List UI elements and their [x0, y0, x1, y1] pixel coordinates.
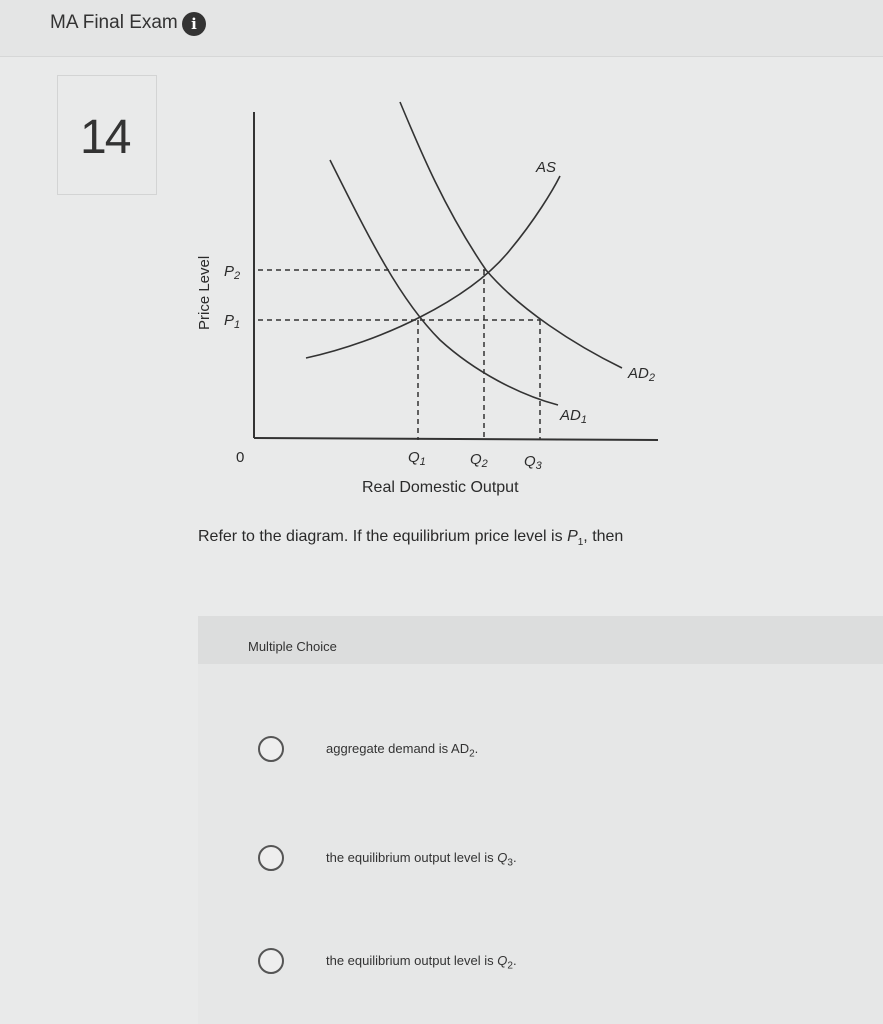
multiple-choice-label: Multiple Choice: [248, 639, 337, 654]
info-icon[interactable]: i: [182, 12, 206, 36]
radio-button[interactable]: [258, 948, 284, 974]
choice-text: the equilibrium output level is $Q_3$.: [326, 850, 517, 869]
radio-button[interactable]: [258, 736, 284, 762]
as-curve: [306, 176, 560, 358]
y-axis-label: Price Level: [196, 255, 213, 330]
ad1-curve: [330, 160, 558, 405]
q2-label: $Q_2$: [470, 451, 488, 470]
q1-label: $Q_1$: [408, 449, 426, 468]
choice-text: aggregate demand is $AD_2$.: [326, 741, 479, 760]
ad2-curve: [400, 102, 622, 368]
radio-button[interactable]: [258, 845, 284, 871]
p1-label: $P_1$: [224, 312, 241, 331]
multiple-choice-panel: [198, 616, 883, 1024]
exam-title: MA Final Exam: [50, 12, 178, 33]
as-label: AS: [536, 159, 557, 176]
question-prompt: Refer to the diagram. If the equilibrium price level is $P_1$, then: [198, 528, 624, 549]
p2-label: $P_2$: [224, 263, 241, 282]
x-axis: [254, 438, 658, 440]
ad1-label: $AD_1$: [560, 407, 587, 426]
question-number: 14: [80, 111, 130, 164]
q3-label: $Q_3$: [524, 453, 542, 472]
choice-text: the equilibrium output level is $Q_2$.: [326, 953, 517, 972]
ad2-label: $AD_2$: [628, 365, 655, 384]
x-axis-label: Real Domestic Output: [362, 479, 519, 496]
origin-label: 0: [236, 449, 245, 466]
